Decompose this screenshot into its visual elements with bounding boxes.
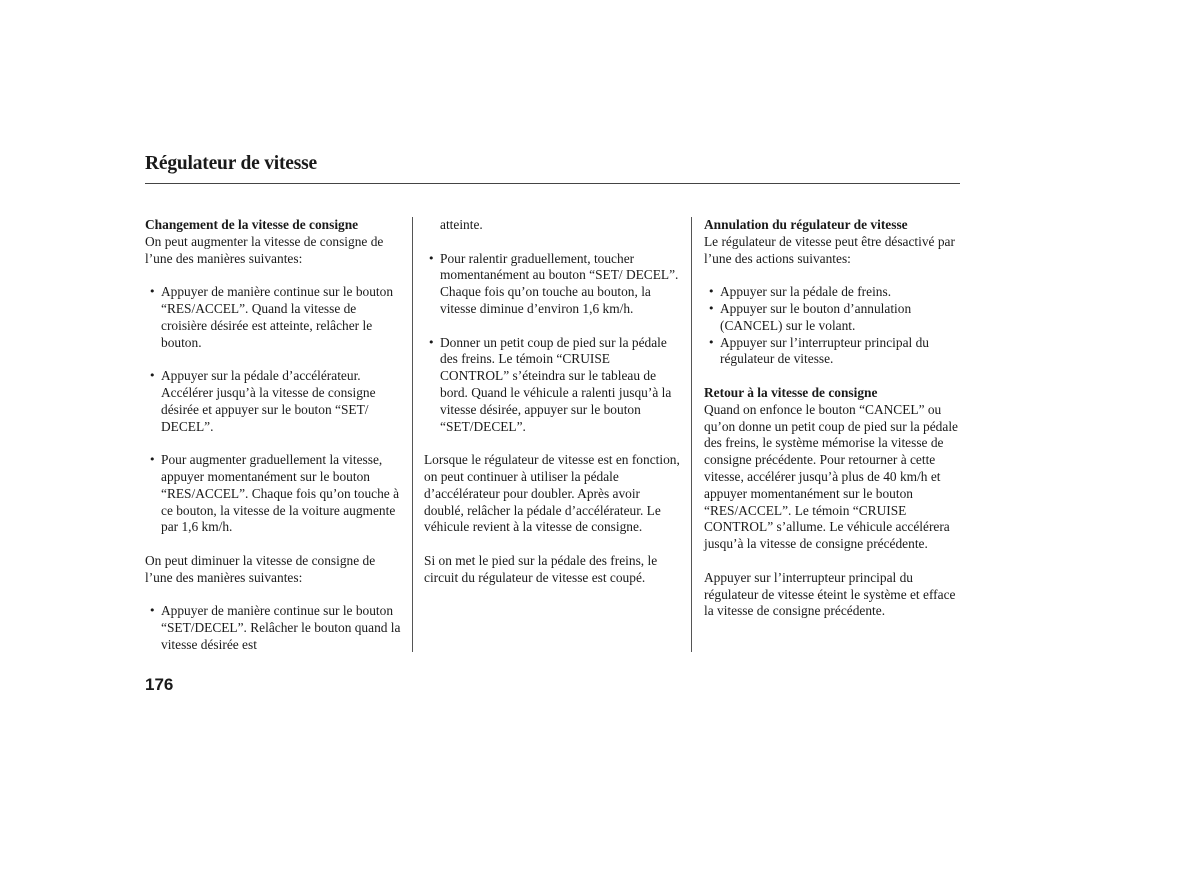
bullet-set-decel-hold: • Appuyer de manière continue sur le bouton “SET/DECEL”. Relâcher le bouton quand la vitesse désirée est [145, 603, 403, 653]
section-heading-resume: Retour à la vitesse de consigne [704, 384, 878, 400]
bullet-main-switch: • Appuyer sur l’interrupteur principal du régulateur de vitesse. [704, 335, 960, 369]
section-heading-cancel: Annulation du régulateur de vitesse [704, 217, 908, 232]
bullet-res-accel-hold: • Appuyer de manière continue sur le bouton “RES/ACCEL”. Quand la vitesse de croisière désirée est atteinte, relâcher le bouton. [145, 284, 403, 351]
intro-increase: On peut augmenter la vitesse de consigne de l’une des manières suivantes: [145, 233, 384, 266]
bullet-res-accel-tap: • Pour augmenter graduellement la vitesse, appuyer momentanément sur le bouton “RES/ACCEL”. Chaque fois qu’on touche à ce bouton, la vitesse de la voiture augmente par 1,6 km/h. [145, 452, 403, 536]
column-3 [704, 217, 960, 620]
continuation-text: atteinte. [440, 217, 483, 232]
intro-cancel: Le régulateur de vitesse peut être désactivé par l’une des actions suivantes: [704, 233, 955, 266]
bullet-brake-tap: • Donner un petit coup de pied sur la pédale des freins. Le témoin “CRUISE CONTROL” s’éteindra sur le tableau de bord. Quand le véhicule a ralenti jusqu’à la vitesse désirée, appuyer sur le bouton “SET/DECEL”. [424, 335, 682, 436]
paragraph-brake-cutoff: Si on met le pied sur la pédale des freins, le circuit du régulateur de vitesse est coupé. [424, 552, 658, 585]
section-heading-change-speed: Changement de la vitesse de consigne [145, 217, 359, 232]
bullet-brake-pedal: • Appuyer sur la pédale de freins. [704, 284, 960, 301]
bullet-accelerator-pedal: • Appuyer sur la pédale d’accélérateur. Accélérer jusqu’à la vitesse de consigne désirée et appuyer sur le bouton “SET/ DECEL”. [145, 368, 403, 435]
bullet-set-decel-tap: • Pour ralentir graduellement, toucher momentanément au bouton “SET/ DECEL”. Chaque fois qu’on touche au bouton, la vitesse diminue d’environ 1,6 km/h. [424, 251, 682, 318]
paragraph-resume: Quand on enfonce le bouton “CANCEL” ou qu’on donne un petit coup de pied sur la pédale des freins, le système mémorise la vitesse de consigne précédente. Pour retourner à cette vitesse, accélérer jusqu’à plus de 40 km/h et appuyer momentanément sur le bouton “RES/ACCEL”. Le témoin “CRUISE CONTROL” s’allume. Le véhicule accélérera jusqu’à la vitesse de consigne précédente. [704, 401, 958, 552]
column-1 [145, 217, 403, 654]
column-2 [424, 217, 682, 587]
page-number: 176 [145, 675, 174, 694]
intro-decrease: On peut diminuer la vitesse de consigne de l’une des manières suivantes: [145, 552, 376, 585]
title-rule [145, 183, 960, 184]
page-title: Régulateur de vitesse [145, 153, 317, 174]
column-divider-1 [412, 217, 413, 652]
column-divider-2 [691, 217, 692, 652]
paragraph-overtaking: Lorsque le régulateur de vitesse est en fonction, on peut continuer à utiliser la pédale d’accélérateur pour doubler. Après avoir doublé, relâcher la pédale d’accélérateur. Le véhicule revient à la vitesse de consigne. [424, 452, 680, 535]
paragraph-main-switch-off: Appuyer sur l’interrupteur principal du régulateur de vitesse éteint le système et efface la vitesse de consigne précédente. [704, 569, 956, 619]
bullet-cancel-button: • Appuyer sur le bouton d’annulation (CANCEL) sur le volant. [704, 301, 960, 335]
